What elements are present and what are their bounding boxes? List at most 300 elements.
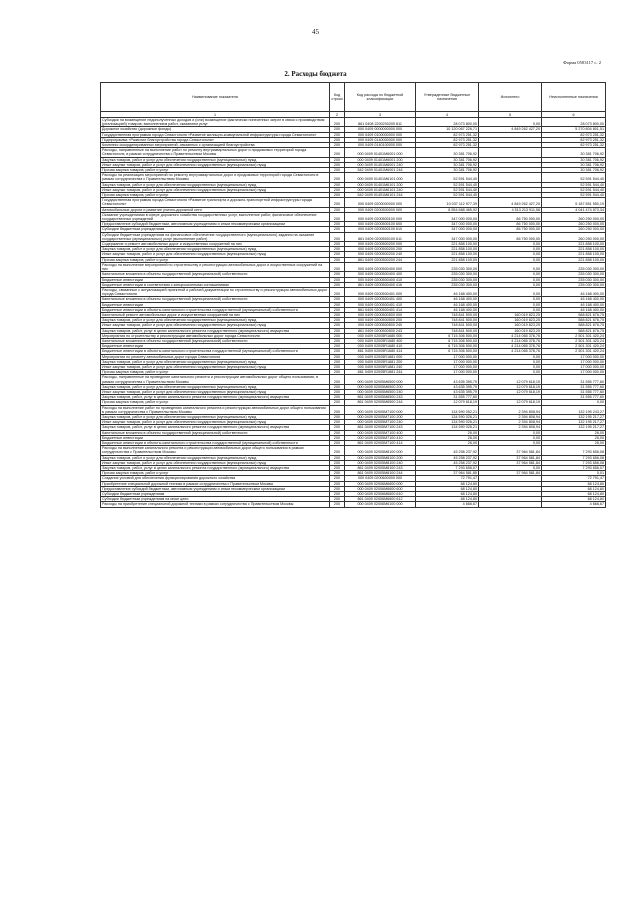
cell-classification-code: 000 0409 02005М7100 400 bbox=[345, 430, 416, 435]
cell-executed: 37 964 581,84 bbox=[479, 446, 542, 455]
cell-executed bbox=[479, 173, 542, 182]
cell-unexecuted: 235 030 300,00 bbox=[542, 282, 606, 287]
cell-approved: 6 715 306 500,00 bbox=[416, 338, 479, 343]
cell-classification-code: 000 0409 0100000000 000 bbox=[345, 132, 416, 137]
cell-name: Капитальные вложения в объекты государственной (муниципальной) собственности bbox=[101, 297, 330, 302]
cell-unexecuted: 260 250 000,00 bbox=[542, 222, 606, 227]
cell-classification-code: 000 0409 01401М6101 240 bbox=[345, 187, 416, 192]
cell-name: Бюджетные инвестиции в соответствии с концессионными соглашениями bbox=[101, 282, 330, 287]
cell-unexecuted: 31 555 777,60 bbox=[542, 389, 606, 394]
cell-unexecuted: 68 124,80 bbox=[542, 497, 606, 502]
cell-line-code: 200 bbox=[330, 287, 345, 296]
cell-line-code: 200 bbox=[330, 312, 345, 317]
cell-executed: 0,00 bbox=[479, 430, 542, 435]
cell-line-code: 200 bbox=[330, 162, 345, 167]
cell-classification-code: 861 0409 0200500400 416 bbox=[345, 282, 416, 287]
cell-executed: 0,00 bbox=[479, 370, 542, 375]
cell-executed: 86 750 000,00 bbox=[479, 222, 542, 227]
cell-executed: 86 750 000,00 bbox=[479, 227, 542, 232]
cell-line-code: 200 bbox=[330, 359, 345, 364]
cell-name: Бюджетные инвестиции bbox=[101, 277, 330, 282]
cell-name: Капитальные вложения в объекты государственной (муниципальной) собственности bbox=[101, 338, 330, 343]
cell-approved: 52 591 544,40 bbox=[416, 187, 479, 192]
cell-classification-code: 000 0409 0200500401 410 bbox=[345, 302, 416, 307]
cell-line-code: 200 bbox=[330, 420, 345, 425]
cell-classification-code: 000 0409 0200500100 600 bbox=[345, 222, 416, 227]
cell-classification-code: 000 0409 01401М6001 200 bbox=[345, 157, 416, 162]
cell-line-code: 200 bbox=[330, 338, 345, 343]
cell-name: Расходы на выполнение работ по проведению капитального ремонта и реконструкции автомобильных дорог общего пользования в рамках сотрудничества с Правительством Москвы bbox=[101, 405, 330, 414]
cell-approved: 17 000 000,00 bbox=[416, 370, 479, 375]
cell-unexecuted: 46 168 400,00 bbox=[542, 287, 606, 296]
cell-name: Закупка товаров, работ и услуг для обеспечения государственных (муниципальных) нужд bbox=[101, 247, 330, 252]
cell-unexecuted: 5 270 804 801,51 bbox=[542, 127, 606, 132]
cell-line-code: 200 bbox=[330, 375, 345, 384]
cell-classification-code: 861 0409 02005М6500 243 bbox=[345, 395, 416, 400]
cell-classification-code: 000 0409 02005R1881 000 bbox=[345, 354, 416, 359]
cell-approved: 12 079 618,19 bbox=[416, 400, 479, 405]
col-number: 6 bbox=[542, 112, 606, 118]
cell-line-code: 200 bbox=[330, 414, 345, 419]
cell-name: Предоставление субсидий бюджетным, автономным учреждениям и иным некоммерческим организациям bbox=[101, 486, 330, 491]
cell-unexecuted: 52 591 544,40 bbox=[542, 182, 606, 187]
cell-unexecuted: 132 195 217,27 bbox=[542, 425, 606, 430]
cell-executed: 0,00 bbox=[479, 118, 542, 127]
cell-name: Закупка товаров, работ и услуг для обеспечения государственных (муниципальных) нужд bbox=[101, 384, 330, 389]
table-row bbox=[101, 173, 606, 182]
cell-name: Прочая закупка товаров, работ и услуг bbox=[101, 400, 330, 405]
cell-classification-code: 861 0409 0200500401 414 bbox=[345, 307, 416, 312]
cell-approved: 221 858 100,00 bbox=[416, 247, 479, 252]
cell-line-code: 200 bbox=[330, 441, 345, 446]
cell-approved: 82 973 251,32 bbox=[416, 132, 479, 137]
cell-unexecuted: 132 195 217,27 bbox=[542, 414, 606, 419]
cell-unexecuted: 2 501 301 420,24 bbox=[542, 349, 606, 354]
cell-executed: 4 214 065 378,76 bbox=[479, 344, 542, 349]
cell-unexecuted: 0,01 bbox=[542, 471, 606, 476]
cell-executed: 0,00 bbox=[479, 287, 542, 296]
cell-executed: 12 079 618,19 bbox=[479, 384, 542, 389]
cell-unexecuted: 31 555 777,60 bbox=[542, 395, 606, 400]
cell-line-code: 200 bbox=[330, 257, 345, 262]
cell-classification-code: 000 0409 02005R1881 240 bbox=[345, 364, 416, 369]
cell-unexecuted: 7 293 656,08 bbox=[542, 455, 606, 460]
cell-classification-code: 861 0408 2200200200 811 bbox=[345, 118, 416, 127]
col-number: 2 bbox=[330, 112, 345, 118]
cell-name: Расходы, связанные с актуализацией проектной и рабочей документации по строительству и реконструкции автомобильных дорог города Севастополя bbox=[101, 287, 330, 296]
table-row bbox=[101, 118, 606, 127]
cell-name: Прочая закупка товаров, работ и услуг bbox=[101, 471, 330, 476]
cell-classification-code: 000 0409 0200500500 200 bbox=[345, 318, 416, 323]
cell-name: Мероприятия по строительству и реконструкции автомобильных дорог города Севастополя bbox=[101, 333, 330, 338]
cell-line-code: 200 bbox=[330, 446, 345, 455]
cell-line-code: 200 bbox=[330, 297, 345, 302]
cell-approved: 235 030 300,00 bbox=[416, 262, 479, 271]
cell-classification-code: 861 0409 02005R1881 244 bbox=[345, 370, 416, 375]
cell-unexecuted: 28 073 800,00 bbox=[542, 118, 606, 127]
cell-line-code: 200 bbox=[330, 198, 345, 207]
cell-line-code: 200 bbox=[330, 187, 345, 192]
page-number: 45 bbox=[312, 28, 319, 36]
cell-approved: 8 554 688 465,92 bbox=[416, 207, 479, 212]
cell-unexecuted: 221 858 100,00 bbox=[542, 242, 606, 247]
cell-name: Закупка товаров, работ и услуг для обеспечения государственных (муниципальных) нужд bbox=[101, 455, 330, 460]
cell-unexecuted: 132 195 243,27 bbox=[542, 405, 606, 414]
cell-line-code: 200 bbox=[330, 389, 345, 394]
cell-unexecuted: 68 124,80 bbox=[542, 486, 606, 491]
cell-classification-code: 000 0409 0200500200 000 bbox=[345, 242, 416, 247]
cell-name: Иные закупки товаров, работ и услуг для обеспечения государственных (муниципальных) нужд bbox=[101, 323, 330, 328]
expenses-table bbox=[100, 82, 606, 508]
cell-executed: 2 394 808,94 bbox=[479, 425, 542, 430]
cell-approved: 82 973 251,32 bbox=[416, 137, 479, 142]
cell-executed: 4 513 213 911,58 bbox=[479, 207, 542, 212]
cell-line-code: 200 bbox=[330, 481, 345, 486]
cell-executed: 37 964 581,84 bbox=[479, 460, 542, 465]
cell-line-code: 200 bbox=[330, 323, 345, 328]
cell-line-code: 200 bbox=[330, 242, 345, 247]
cell-executed: 0,00 bbox=[479, 272, 542, 277]
cell-approved: 52 591 544,40 bbox=[416, 173, 479, 182]
cell-approved: 6 715 306 500,00 bbox=[416, 349, 479, 354]
cell-unexecuted: 72 791,47 bbox=[542, 476, 606, 481]
cell-line-code: 200 bbox=[330, 400, 345, 405]
cell-executed: 4 214 065 378,76 bbox=[479, 333, 542, 338]
cell-name: Закупка товаров, работ, услуг в целях капитального ремонта государственного (муниципального) имущества bbox=[101, 466, 330, 471]
cell-name: Бюджетные инвестиции bbox=[101, 302, 330, 307]
table-row bbox=[101, 446, 606, 455]
cell-name: Мероприятия по ремонту автомобильных дорог города Севастополя bbox=[101, 354, 330, 359]
table-row bbox=[101, 198, 606, 207]
cell-approved: 134 590 026,21 bbox=[416, 414, 479, 419]
cell-unexecuted: 82 973 251,32 bbox=[542, 143, 606, 148]
cell-unexecuted: 46 168 400,00 bbox=[542, 297, 606, 302]
cell-unexecuted: 2 501 301 420,24 bbox=[542, 333, 606, 338]
cell-name: Субсидии бюджетным учреждениям на финансовое обеспечение государственного (муниципального) задания на оказание государственных (муниципальных) услуг (выполнение работ) bbox=[101, 232, 330, 241]
cell-approved: 347 000 000,00 bbox=[416, 212, 479, 221]
cell-classification-code: 861 0409 02005R1680 414 bbox=[345, 349, 416, 354]
cell-line-code: 200 bbox=[330, 157, 345, 162]
header-approved: Утвержденные бюджетные назначения bbox=[416, 83, 479, 112]
section-heading: 2. Расходы бюджета bbox=[284, 70, 347, 78]
cell-unexecuted: 235 030 300,00 bbox=[542, 272, 606, 277]
cell-name: Закупка товаров, работ и услуг для обеспечения государственных (муниципальных) нужд bbox=[101, 359, 330, 364]
cell-classification-code: 000 0409 0000000000 000 bbox=[345, 127, 416, 132]
cell-approved: 43 635 395,79 bbox=[416, 389, 479, 394]
cell-name: Прочая закупка товаров, работ и услуг bbox=[101, 193, 330, 198]
cell-unexecuted: 588 821 676,75 bbox=[542, 312, 606, 317]
cell-name: Бюджетные инвестиции в объекты капитального строительства государственной (муниципальной) собственности bbox=[101, 307, 330, 312]
cell-unexecuted: 82 973 251,32 bbox=[542, 132, 606, 137]
cell-line-code: 200 bbox=[330, 476, 345, 481]
cell-executed: 0,00 bbox=[479, 282, 542, 287]
cell-unexecuted: 235 030 300,00 bbox=[542, 262, 606, 271]
cell-classification-code: 861 0409 02005М7100 243 bbox=[345, 425, 416, 430]
cell-name: Закупка товаров, работ, услуг в целях капитального ремонта государственного (муниципального) имущества bbox=[101, 395, 330, 400]
cell-approved: 46 168 400,00 bbox=[416, 297, 479, 302]
cell-name: Расходы, направленные на выполнение работ по ремонту внутриквартальных дорог и придомовых территорий города Севастополя, в рамках сотрудничества с Правительством Москвы bbox=[101, 148, 330, 157]
cell-executed: 0,00 bbox=[479, 297, 542, 302]
cell-executed: 0,00 bbox=[479, 242, 542, 247]
cell-unexecuted: 588 821 676,75 bbox=[542, 323, 606, 328]
cell-approved: 235 030 300,00 bbox=[416, 282, 479, 287]
cell-approved: 46 168 400,00 bbox=[416, 287, 479, 296]
cell-line-code: 200 bbox=[330, 227, 345, 232]
cell-approved: 221 858 100,00 bbox=[416, 242, 479, 247]
cell-approved: 30 381 706,92 bbox=[416, 168, 479, 173]
cell-executed: 4 849 262 427,20 bbox=[479, 127, 542, 132]
cell-approved: 17 000 000,00 bbox=[416, 354, 479, 359]
cell-unexecuted: 30 381 706,92 bbox=[542, 162, 606, 167]
cell-approved: 52 591 544,40 bbox=[416, 193, 479, 198]
cell-classification-code: 000 0409 0200500100 610 bbox=[345, 227, 416, 232]
cell-name: Оказание учреждениями в сфере дорожного хозяйства государственных услуг, выполнение работ, финансовое обеспечение государственных учреждений bbox=[101, 212, 330, 221]
cell-executed bbox=[479, 502, 542, 507]
cell-name: Иные закупки товаров, работ и услуг для обеспечения государственных (муниципальных) нужд bbox=[101, 187, 330, 192]
cell-executed: 37 964 581,84 bbox=[479, 455, 542, 460]
cell-name: Иные закупки товаров, работ и услуг для обеспечения государственных (муниципальных) нужд bbox=[101, 420, 330, 425]
cell-line-code: 200 bbox=[330, 143, 345, 148]
cell-classification-code: 000 0409 02005М6500 240 bbox=[345, 389, 416, 394]
cell-classification-code: 000 0409 02006М6600 600 bbox=[345, 486, 416, 491]
cell-classification-code: 000 0409 02006М6600 610 bbox=[345, 492, 416, 497]
cell-executed: 0,00 bbox=[479, 247, 542, 252]
cell-classification-code: 000 0409 0140000000 000 bbox=[345, 137, 416, 142]
cell-name: Закупка товаров, работ, услуг в целях капитального ремонта государственного (муниципального) имущества bbox=[101, 425, 330, 430]
cell-approved: 45 258 237,92 bbox=[416, 455, 479, 460]
cell-name: Иные закупки товаров, работ и услуг для обеспечения государственных (муниципальных) нужд bbox=[101, 364, 330, 369]
cell-executed: 160 019 823,25 bbox=[479, 328, 542, 333]
cell-line-code: 200 bbox=[330, 370, 345, 375]
col-number: 4 bbox=[416, 112, 479, 118]
cell-line-code: 200 bbox=[330, 455, 345, 460]
cell-unexecuted: 30 381 706,92 bbox=[542, 148, 606, 157]
cell-approved: 221 858 100,00 bbox=[416, 257, 479, 262]
cell-unexecuted: 132 195 217,27 bbox=[542, 420, 606, 425]
cell-unexecuted: 588 821 676,75 bbox=[542, 328, 606, 333]
table-body bbox=[101, 118, 606, 508]
cell-executed: 0,00 bbox=[479, 466, 542, 471]
cell-line-code: 200 bbox=[330, 127, 345, 132]
cell-name: Расходы на реализацию мероприятий по ремонту внутриквартальных дорог и придомовых территорий города Севастополя в рамках сотрудничества с Правительством Москвы bbox=[101, 173, 330, 182]
cell-approved: 347 000 000,00 bbox=[416, 222, 479, 227]
cell-executed: 0,00 bbox=[479, 302, 542, 307]
cell-unexecuted: 0,00 bbox=[542, 400, 606, 405]
cell-unexecuted: 52 591 544,40 bbox=[542, 187, 606, 192]
cell-approved: 72 791,47 bbox=[416, 476, 479, 481]
cell-name: Субсидии бюджетным учреждениям на иные цели bbox=[101, 497, 330, 502]
cell-classification-code: 861 0409 02005М8100 243 bbox=[345, 466, 416, 471]
cell-unexecuted: 235 030 300,00 bbox=[542, 277, 606, 282]
col-number: 5 bbox=[479, 112, 542, 118]
cell-classification-code: 000 0409 0200500400 000 bbox=[345, 262, 416, 271]
cell-name: Закупка товаров, работ, услуг в целях капитального ремонта государственного (муниципального) имущества bbox=[101, 328, 330, 333]
cell-approved: 46 168 400,00 bbox=[416, 307, 479, 312]
cell-classification-code: 000 0409 01401М6101 000 bbox=[345, 173, 416, 182]
cell-approved: 68 124,80 bbox=[416, 486, 479, 491]
cell-approved: 82 973 251,32 bbox=[416, 143, 479, 148]
cell-line-code: 200 bbox=[330, 502, 345, 507]
cell-line-code: 200 bbox=[330, 272, 345, 277]
cell-unexecuted: 4 666,67 bbox=[542, 502, 606, 507]
cell-line-code: 200 bbox=[330, 328, 345, 333]
cell-name: Капитальный ремонт автомобильных дорог и искусственных сооружений на них bbox=[101, 312, 330, 317]
cell-name: Бюджетные инвестиции bbox=[101, 435, 330, 440]
cell-line-code: 200 bbox=[330, 318, 345, 323]
cell-approved: 748 841 500,00 bbox=[416, 328, 479, 333]
cell-approved: 6 715 306 500,00 bbox=[416, 344, 479, 349]
cell-executed: 0,00 bbox=[479, 307, 542, 312]
cell-executed: 12 079 618,19 bbox=[479, 389, 542, 394]
table-row bbox=[101, 212, 606, 221]
cell-approved: 6 715 306 500,00 bbox=[416, 333, 479, 338]
cell-line-code: 200 bbox=[330, 471, 345, 476]
cell-classification-code: 000 0409 02005R1881 200 bbox=[345, 359, 416, 364]
cell-classification-code: 000 0409 01401М6001 000 bbox=[345, 148, 416, 157]
cell-unexecuted: 17 000 000,00 bbox=[542, 354, 606, 359]
cell-name: Государственная программа города Севастополя «Развитие жилищно-коммунальной инфраструктуры города Севастополя» bbox=[101, 132, 330, 137]
cell-approved: 748 841 500,00 bbox=[416, 323, 479, 328]
cell-name: Приобретение специальной дорожной техники в рамках сотрудничества с Правительством Москвы bbox=[101, 481, 330, 486]
cell-unexecuted: 260 250 000,00 bbox=[542, 232, 606, 241]
cell-unexecuted: 260 250 000,00 bbox=[542, 212, 606, 221]
cell-approved: 134 590 052,21 bbox=[416, 405, 479, 414]
header-name: Наименование показателя bbox=[101, 83, 330, 112]
cell-approved: 134 590 026,21 bbox=[416, 425, 479, 430]
header-executed: Исполнено bbox=[479, 83, 542, 112]
cell-line-code: 200 bbox=[330, 132, 345, 137]
cell-line-code: 200 bbox=[330, 168, 345, 173]
header-line-code: Код строки bbox=[330, 83, 345, 112]
cell-unexecuted: 46 168 400,00 bbox=[542, 307, 606, 312]
cell-name: Бюджетные инвестиции в объекты капитального строительства государственной (муниципальной) собственности bbox=[101, 349, 330, 354]
cell-approved: 37 964 581,85 bbox=[416, 471, 479, 476]
cell-executed: 0,00 bbox=[479, 364, 542, 369]
cell-executed: 0,00 bbox=[479, 262, 542, 271]
cell-classification-code: 000 0409 0140100000 000 bbox=[345, 143, 416, 148]
cell-executed: 12 079 618,19 bbox=[479, 375, 542, 384]
cell-approved: 43 635 395,79 bbox=[416, 384, 479, 389]
cell-classification-code: 542 0409 01401М6001 244 bbox=[345, 168, 416, 173]
cell-unexecuted: 30 381 706,92 bbox=[542, 157, 606, 162]
cell-line-code: 200 bbox=[330, 193, 345, 198]
cell-unexecuted: 260 250 000,00 bbox=[542, 227, 606, 232]
cell-name: Капитальные вложения в объекты государственной (муниципальной) собственности bbox=[101, 430, 330, 435]
cell-classification-code: 861 0409 02005М7100 414 bbox=[345, 441, 416, 446]
cell-line-code: 200 bbox=[330, 364, 345, 369]
cell-approved: 68 124,80 bbox=[416, 497, 479, 502]
cell-name: Расходы на выполнение мероприятий по строительству и реконструкции автомобильных дорог и искусственных сооружений на них bbox=[101, 262, 330, 271]
cell-executed: 86 750 000,00 bbox=[479, 232, 542, 241]
cell-classification-code: 000 0409 02006М6100 000 bbox=[345, 502, 416, 507]
cell-line-code: 200 bbox=[330, 277, 345, 282]
cell-name: Капитальные вложения в объекты государственной (муниципальной) собственности bbox=[101, 272, 330, 277]
cell-line-code: 200 bbox=[330, 222, 345, 227]
cell-name: Субсидии бюджетным учреждениям bbox=[101, 492, 330, 497]
cell-executed: 160 019 823,25 bbox=[479, 318, 542, 323]
cell-unexecuted: 26,00 bbox=[542, 441, 606, 446]
col-number: 1 bbox=[101, 112, 330, 118]
cell-classification-code: 000 0409 0200000000 000 bbox=[345, 198, 416, 207]
cell-classification-code: 000 0409 01401М6001 240 bbox=[345, 162, 416, 167]
cell-line-code: 200 bbox=[330, 430, 345, 435]
cell-name: Закупка товаров, работ и услуг для обеспечения государственных (муниципальных) нужд bbox=[101, 318, 330, 323]
cell-name: Бюджетные инвестиции в объекты капитального строительства государственной (муниципальной) собственности bbox=[101, 441, 330, 446]
cell-classification-code: 000 0409 0200500000 000 bbox=[345, 207, 416, 212]
cell-line-code: 200 bbox=[330, 118, 345, 127]
cell-line-code: 200 bbox=[330, 307, 345, 312]
cell-approved: 17 000 000,00 bbox=[416, 364, 479, 369]
cell-name: Прочая закупка товаров, работ и услуг bbox=[101, 168, 330, 173]
cell-executed: 0,00 bbox=[479, 359, 542, 364]
cell-name: Расходы на приобретение специальной дорожной техники в рамках сотрудничества с Правительством Москвы bbox=[101, 502, 330, 507]
table-row bbox=[101, 375, 606, 384]
cell-approved: 10 037 112 977,39 bbox=[416, 198, 479, 207]
cell-name: Государственная программа города Севастополя «Развитие транспорта и дорожно-транспортной инфраструктуры города Севастополя» bbox=[101, 198, 330, 207]
cell-classification-code: 000 0409 02005R1680 400 bbox=[345, 338, 416, 343]
cell-approved: 4 666,67 bbox=[416, 502, 479, 507]
cell-line-code: 200 bbox=[330, 207, 345, 212]
cell-approved: 748 841 500,00 bbox=[416, 312, 479, 317]
cell-approved: 26,00 bbox=[416, 435, 479, 440]
cell-unexecuted: 17 000 000,00 bbox=[542, 370, 606, 375]
cell-unexecuted: 221 858 100,00 bbox=[542, 247, 606, 252]
cell-executed: 0,00 bbox=[479, 441, 542, 446]
cell-unexecuted: 17 000 000,00 bbox=[542, 359, 606, 364]
cell-unexecuted: 52 591 544,40 bbox=[542, 173, 606, 182]
cell-approved: 134 590 026,21 bbox=[416, 420, 479, 425]
cell-approved: 45 258 237,92 bbox=[416, 446, 479, 455]
cell-name: Субсидии на возмещение недополученных доходов и (или) возмещение фактически понесенных затрат в связи с производством (реализацией) товаров, выполнением работ, оказанием услуг bbox=[101, 118, 330, 127]
cell-line-code: 200 bbox=[330, 262, 345, 271]
cell-executed: 4 214 065 378,76 bbox=[479, 349, 542, 354]
cell-classification-code: 861 0409 02005М6500 244 bbox=[345, 400, 416, 405]
cell-classification-code: 000 0409 0200500401 400 bbox=[345, 297, 416, 302]
cell-unexecuted: 31 555 777,60 bbox=[542, 384, 606, 389]
cell-classification-code: 000 0409 01401М6101 200 bbox=[345, 182, 416, 187]
cell-approved: 347 000 000,00 bbox=[416, 232, 479, 241]
cell-line-code: 200 bbox=[330, 492, 345, 497]
cell-classification-code: 000 0409 02005М8100 240 bbox=[345, 460, 416, 465]
cell-approved: 748 841 500,00 bbox=[416, 318, 479, 323]
cell-executed: 0,00 bbox=[479, 252, 542, 257]
cell-unexecuted: 26,00 bbox=[542, 430, 606, 435]
cell-name: Иные закупки товаров, работ и услуг для обеспечения государственных (муниципальных) нужд bbox=[101, 162, 330, 167]
cell-line-code: 200 bbox=[330, 173, 345, 182]
table-row bbox=[101, 148, 606, 157]
cell-unexecuted: 7 293 656,08 bbox=[542, 460, 606, 465]
cell-executed: 160 019 823,25 bbox=[479, 323, 542, 328]
cell-executed: 0,00 bbox=[479, 277, 542, 282]
cell-name: Закупка товаров, работ и услуг для обеспечения государственных (муниципальных) нужд bbox=[101, 414, 330, 419]
cell-name: Иные закупки товаров, работ и услуг для обеспечения государственных (муниципальных) нужд bbox=[101, 252, 330, 257]
cell-line-code: 200 bbox=[330, 497, 345, 502]
cell-name: Комплекс скоординированных мероприятий, связанных с организацией благоустройства bbox=[101, 143, 330, 148]
cell-line-code: 200 bbox=[330, 405, 345, 414]
cell-name: Предоставление субсидий бюджетным, автономным учреждениям и иным некоммерческим организациям bbox=[101, 222, 330, 227]
cell-unexecuted: 588 821 676,75 bbox=[542, 318, 606, 323]
cell-unexecuted: 2 501 301 420,24 bbox=[542, 338, 606, 343]
header-row bbox=[101, 83, 606, 112]
cell-approved: 31 555 777,60 bbox=[416, 395, 479, 400]
cell-line-code: 200 bbox=[330, 384, 345, 389]
cell-executed: 12 079 618,19 bbox=[479, 400, 542, 405]
cell-unexecuted: 46 168 400,00 bbox=[542, 302, 606, 307]
cell-line-code: 200 bbox=[330, 466, 345, 471]
cell-executed: 0,00 bbox=[479, 257, 542, 262]
cell-classification-code: 000 0409 02005М7100 240 bbox=[345, 420, 416, 425]
cell-classification-code: 000 0409 0200500100 000 bbox=[345, 212, 416, 221]
